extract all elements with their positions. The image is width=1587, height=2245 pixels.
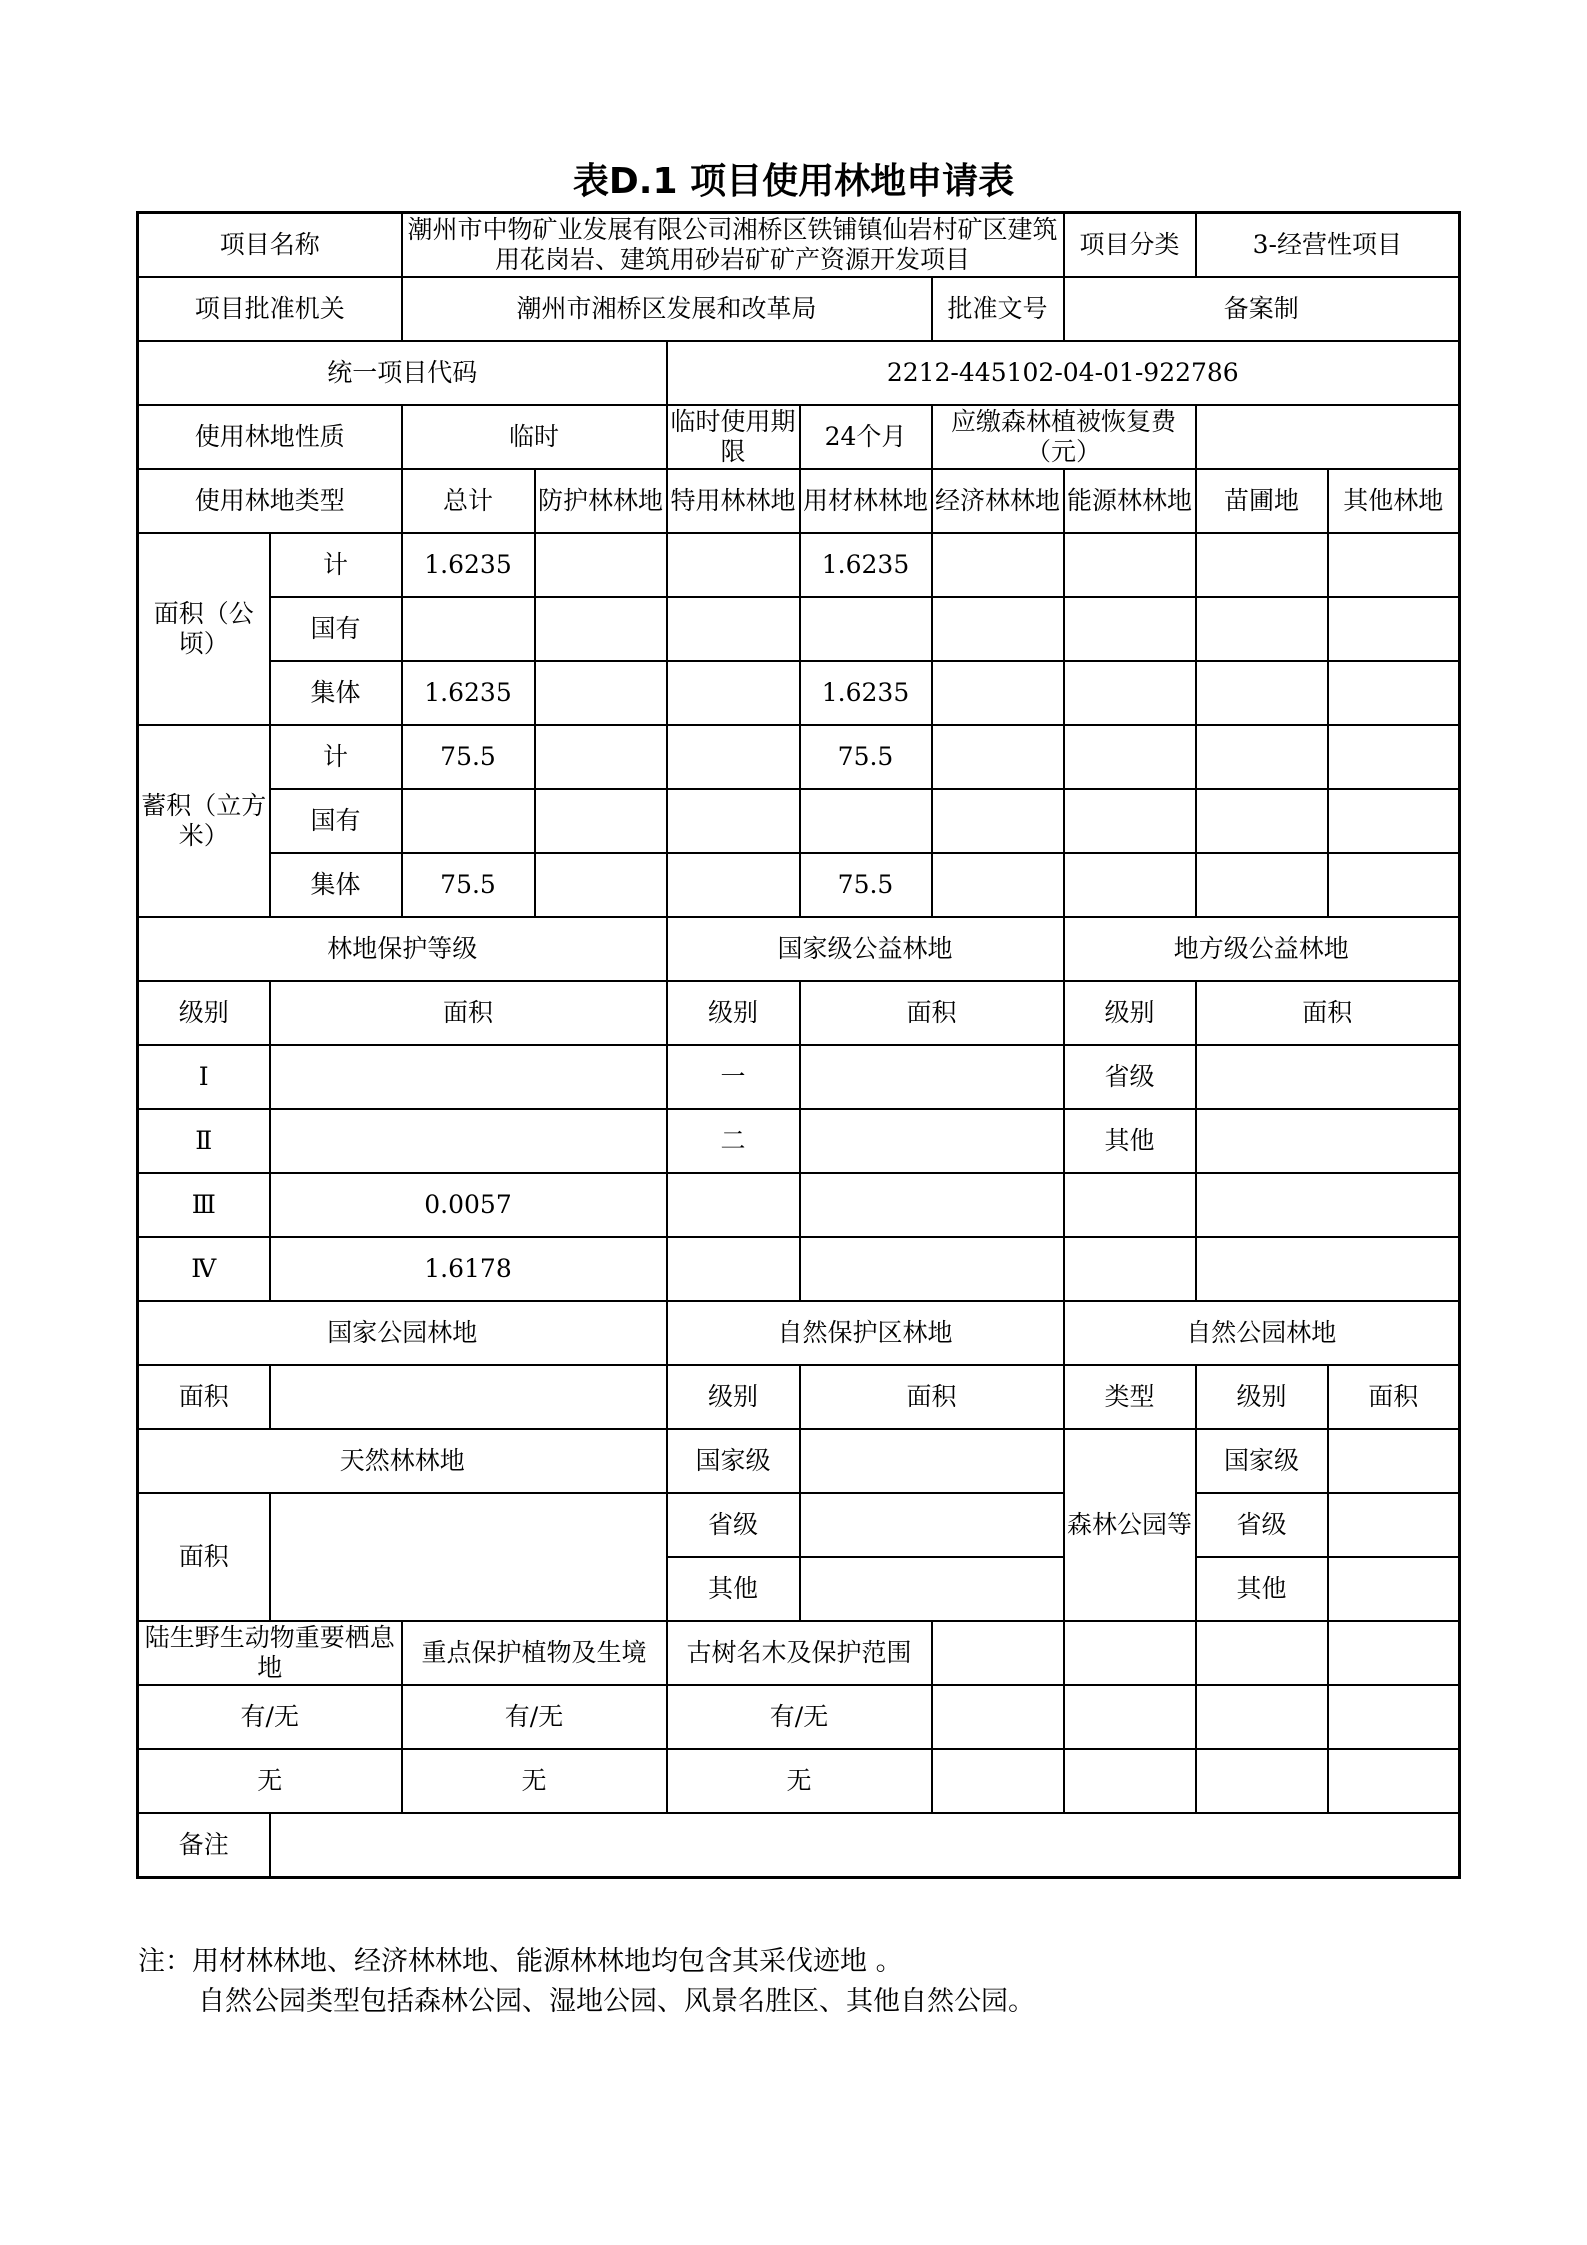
notes [138, 1942, 1035, 2022]
natural-forest-title: 天然林林地 [138, 1429, 667, 1493]
area-cell [800, 1429, 1064, 1493]
row-label: 计 [270, 533, 402, 597]
table-row [138, 789, 1460, 853]
level-cell: 国家级 [1196, 1429, 1328, 1493]
cell: 1.6235 [402, 533, 535, 597]
level-header: 级别 [1196, 1365, 1328, 1429]
cell [535, 789, 667, 853]
local-welfare-title: 地方级公益林地 [1064, 917, 1460, 981]
table-row [138, 597, 1460, 661]
cell [1064, 1621, 1196, 1685]
level-header: 级别 [667, 981, 800, 1045]
cell: 75.5 [800, 725, 932, 789]
reserve-title: 自然保护区林地 [667, 1301, 1064, 1365]
table-row [138, 725, 1460, 789]
type-header: 特用林林地 [667, 469, 800, 533]
area-header: 面积 [800, 981, 1064, 1045]
area-cell [270, 1045, 667, 1109]
table-row [138, 853, 1460, 917]
table-row [138, 1493, 1460, 1557]
row-label: 集体 [270, 661, 402, 725]
cell [1196, 1749, 1328, 1813]
cell [1328, 1749, 1460, 1813]
cell [1196, 533, 1328, 597]
national-welfare-title: 国家级公益林地 [667, 917, 1064, 981]
project-code-label: 统一项目代码 [138, 341, 667, 405]
level-cell: 省级 [1064, 1045, 1196, 1109]
cell [932, 789, 1064, 853]
row-project-name [138, 213, 1460, 278]
cell: 75.5 [800, 853, 932, 917]
area-cell [1196, 1173, 1460, 1237]
table-row [138, 1237, 1460, 1301]
row-parks-headers [138, 1365, 1460, 1429]
cell: 1.6235 [800, 661, 932, 725]
cell [932, 725, 1064, 789]
level-header: 级别 [667, 1365, 800, 1429]
level-header: 级别 [1064, 981, 1196, 1045]
area-cell [1196, 1045, 1460, 1109]
natural-forest-area-value [270, 1493, 667, 1621]
cell [667, 853, 800, 917]
remarks-value [270, 1813, 1460, 1878]
cell [1196, 1621, 1328, 1685]
cell [667, 661, 800, 725]
cell [1328, 533, 1460, 597]
cell [1064, 533, 1196, 597]
area-cell [1196, 1237, 1460, 1301]
protected-plants-value: 无 [402, 1749, 667, 1813]
row-habitat-has [138, 1685, 1460, 1749]
row-land-types [138, 469, 1460, 533]
cell: 1.6235 [800, 533, 932, 597]
area-group-label: 面积（公顷） [138, 533, 270, 725]
row-land-nature [138, 405, 1460, 469]
row-label: 计 [270, 725, 402, 789]
table-row [138, 1173, 1460, 1237]
row-protection-title [138, 917, 1460, 981]
level-cell [1064, 1173, 1196, 1237]
approver-label: 项目批准机关 [138, 277, 402, 341]
row-approver [138, 277, 1460, 341]
cell [932, 533, 1064, 597]
type-header: 苗圃地 [1196, 469, 1328, 533]
area-cell: 1.6178 [270, 1237, 667, 1301]
land-nature-label: 使用林地性质 [138, 405, 402, 469]
level-cell: Ⅲ [138, 1173, 270, 1237]
volume-group-label: 蓄积（立方米） [138, 725, 270, 917]
level-cell: 二 [667, 1109, 800, 1173]
row-label: 国有 [270, 789, 402, 853]
area-cell [800, 1493, 1064, 1557]
level-cell: 其他 [1064, 1109, 1196, 1173]
cell [932, 1621, 1064, 1685]
cell: 75.5 [402, 853, 535, 917]
project-name-label: 项目名称 [138, 213, 402, 278]
cell [667, 597, 800, 661]
row-project-code [138, 341, 1460, 405]
table-row [138, 1429, 1460, 1493]
type-header: 总计 [402, 469, 535, 533]
cell [667, 725, 800, 789]
cell [1328, 725, 1460, 789]
level-cell: 省级 [1196, 1493, 1328, 1557]
forest-land-application-table [136, 211, 1461, 1879]
has-label: 有/无 [667, 1685, 932, 1749]
type-header: 其他林地 [1328, 469, 1460, 533]
cell [1328, 597, 1460, 661]
area-cell [1196, 1109, 1460, 1173]
ancient-trees-value: 无 [667, 1749, 932, 1813]
area-cell [800, 1109, 1064, 1173]
level-cell: 省级 [667, 1493, 800, 1557]
national-park-area-value [270, 1365, 667, 1429]
doc-no-label: 批准文号 [932, 277, 1064, 341]
page-title: 表D.1 项目使用林地申请表 [572, 161, 1015, 202]
area-header: 面积 [1196, 981, 1460, 1045]
area-cell [800, 1557, 1064, 1621]
cell [1064, 789, 1196, 853]
cell [1064, 597, 1196, 661]
project-category-label: 项目分类 [1064, 213, 1196, 278]
project-name-value: 潮州市中物矿业发展有限公司湘桥区铁铺镇仙岩村矿区建筑用花岗岩、建筑用砂岩矿矿产资源开发项目 [402, 213, 1064, 278]
cell: 1.6235 [402, 661, 535, 725]
period-value: 24个月 [800, 405, 932, 469]
level-cell: Ⅰ [138, 1045, 270, 1109]
cell [1196, 725, 1328, 789]
project-category-value: 3-经营性项目 [1196, 213, 1460, 278]
fee-value [1196, 405, 1460, 469]
project-code-value: 2212-445102-04-01-922786 [667, 341, 1460, 405]
has-label: 有/无 [138, 1685, 402, 1749]
natural-forest-area-label: 面积 [138, 1493, 270, 1621]
park-type-value: 森林公园等 [1064, 1429, 1196, 1621]
note-line-2: 自然公园类型包括森林公园、湿地公园、风景名胜区、其他自然公园。 [198, 1986, 1035, 2017]
cell [1064, 725, 1196, 789]
cell [932, 661, 1064, 725]
cell [1328, 1685, 1460, 1749]
level-cell [667, 1237, 800, 1301]
land-type-label: 使用林地类型 [138, 469, 402, 533]
area-cell [1328, 1557, 1460, 1621]
cell [1328, 661, 1460, 725]
area-cell [1328, 1429, 1460, 1493]
level-cell: 其他 [1196, 1557, 1328, 1621]
cell [1196, 853, 1328, 917]
cell [402, 597, 535, 661]
cell [1196, 597, 1328, 661]
cell [800, 597, 932, 661]
row-label: 集体 [270, 853, 402, 917]
type-header: 类型 [1064, 1365, 1196, 1429]
protection-title: 林地保护等级 [138, 917, 667, 981]
doc-no-value: 备案制 [1064, 277, 1460, 341]
cell [1064, 661, 1196, 725]
cell [1064, 1749, 1196, 1813]
area-cell: 0.0057 [270, 1173, 667, 1237]
wildlife-habitat-value: 无 [138, 1749, 402, 1813]
fee-label: 应缴森林植被恢复费（元） [932, 405, 1196, 469]
type-header: 防护林林地 [535, 469, 667, 533]
row-label: 国有 [270, 597, 402, 661]
cell [800, 789, 932, 853]
land-nature-value: 临时 [402, 405, 667, 469]
nature-park-title: 自然公园林地 [1064, 1301, 1460, 1365]
remarks-label: 备注 [138, 1813, 270, 1878]
row-parks-title [138, 1301, 1460, 1365]
note-line-1: 注：用材林林地、经济林林地、能源林林地均包含其采伐迹地 。 [138, 1946, 903, 1977]
row-habitat-values [138, 1749, 1460, 1813]
level-cell: 一 [667, 1045, 800, 1109]
type-header: 能源林林地 [1064, 469, 1196, 533]
cell [1196, 789, 1328, 853]
cell [1328, 789, 1460, 853]
level-cell: Ⅳ [138, 1237, 270, 1301]
cell [1196, 661, 1328, 725]
area-cell [800, 1237, 1064, 1301]
cell [932, 1685, 1064, 1749]
table-row [138, 533, 1460, 597]
cell [1328, 1621, 1460, 1685]
area-header: 面积 [800, 1365, 1064, 1429]
cell [1328, 853, 1460, 917]
cell [932, 597, 1064, 661]
type-header: 用材林林地 [800, 469, 932, 533]
area-header: 面积 [138, 1365, 270, 1429]
cell [535, 853, 667, 917]
level-cell: 其他 [667, 1557, 800, 1621]
area-cell [1328, 1493, 1460, 1557]
level-cell [667, 1173, 800, 1237]
table-row [138, 661, 1460, 725]
level-cell: Ⅱ [138, 1109, 270, 1173]
period-label: 临时使用期限 [667, 405, 800, 469]
cell: 75.5 [402, 725, 535, 789]
national-park-title: 国家公园林地 [138, 1301, 667, 1365]
area-cell [800, 1173, 1064, 1237]
cell [535, 661, 667, 725]
cell [932, 853, 1064, 917]
area-header: 面积 [270, 981, 667, 1045]
row-habitat-labels [138, 1621, 1460, 1685]
cell [402, 789, 535, 853]
area-cell [270, 1109, 667, 1173]
cell [932, 1749, 1064, 1813]
cell [535, 725, 667, 789]
has-label: 有/无 [402, 1685, 667, 1749]
ancient-trees-label: 古树名木及保护范围 [667, 1621, 932, 1685]
protected-plants-label: 重点保护植物及生境 [402, 1621, 667, 1685]
area-header: 面积 [1328, 1365, 1460, 1429]
table-row [138, 1045, 1460, 1109]
level-cell [1064, 1237, 1196, 1301]
cell [1196, 1685, 1328, 1749]
cell [1064, 1685, 1196, 1749]
cell [667, 533, 800, 597]
level-cell: 国家级 [667, 1429, 800, 1493]
cell [535, 597, 667, 661]
table-row [138, 1109, 1460, 1173]
approver-value: 潮州市湘桥区发展和改革局 [402, 277, 932, 341]
cell [667, 789, 800, 853]
row-remarks [138, 1813, 1460, 1878]
cell [1064, 853, 1196, 917]
wildlife-habitat-label: 陆生野生动物重要栖息地 [138, 1621, 402, 1685]
area-cell [800, 1045, 1064, 1109]
type-header: 经济林林地 [932, 469, 1064, 533]
level-header: 级别 [138, 981, 270, 1045]
row-protection-headers [138, 981, 1460, 1045]
cell [535, 533, 667, 597]
